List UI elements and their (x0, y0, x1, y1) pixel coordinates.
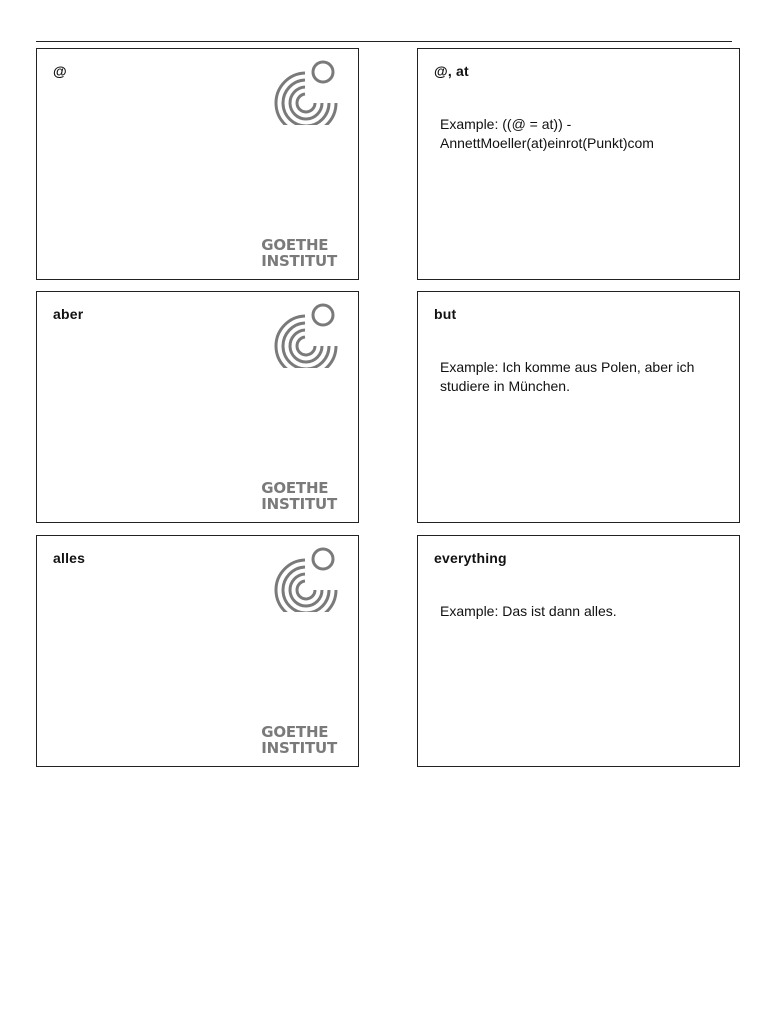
flashcard-back (417, 291, 740, 523)
goethe-logo-text (261, 480, 337, 512)
card-example: Example: ((@ = at)) - AnnettMoeller(at)einrot(Punkt)com (440, 116, 654, 151)
card-word: alles (53, 550, 86, 566)
logo-line-2: INSTITUT (261, 252, 337, 270)
flashcard-front (36, 535, 359, 767)
flashcard-back (417, 48, 740, 280)
logo-line-1: GOETHE (261, 479, 329, 497)
logo-line-1: GOETHE (261, 236, 329, 254)
flashcard-front (36, 48, 359, 280)
card-word: @ (53, 63, 67, 79)
card-translation: everything (434, 550, 507, 566)
flashcard-back (417, 535, 740, 767)
card-translation: @, at (434, 63, 469, 79)
goethe-logo-text (261, 724, 337, 756)
flashcard-front (36, 291, 359, 523)
goethe-logo-icon (269, 302, 339, 368)
goethe-logo-icon (269, 546, 339, 612)
top-divider (36, 41, 732, 42)
goethe-logo-icon (269, 59, 339, 125)
logo-line-1: GOETHE (261, 723, 329, 741)
card-example: Example: Das ist dann alles. (440, 603, 617, 619)
logo-line-2: INSTITUT (261, 739, 337, 757)
goethe-logo-text (261, 237, 337, 269)
card-word: aber (53, 306, 84, 322)
card-example: Example: Ich komme aus Polen, aber ich studiere in München. (440, 359, 695, 394)
logo-line-2: INSTITUT (261, 495, 337, 513)
card-translation: but (434, 306, 457, 322)
